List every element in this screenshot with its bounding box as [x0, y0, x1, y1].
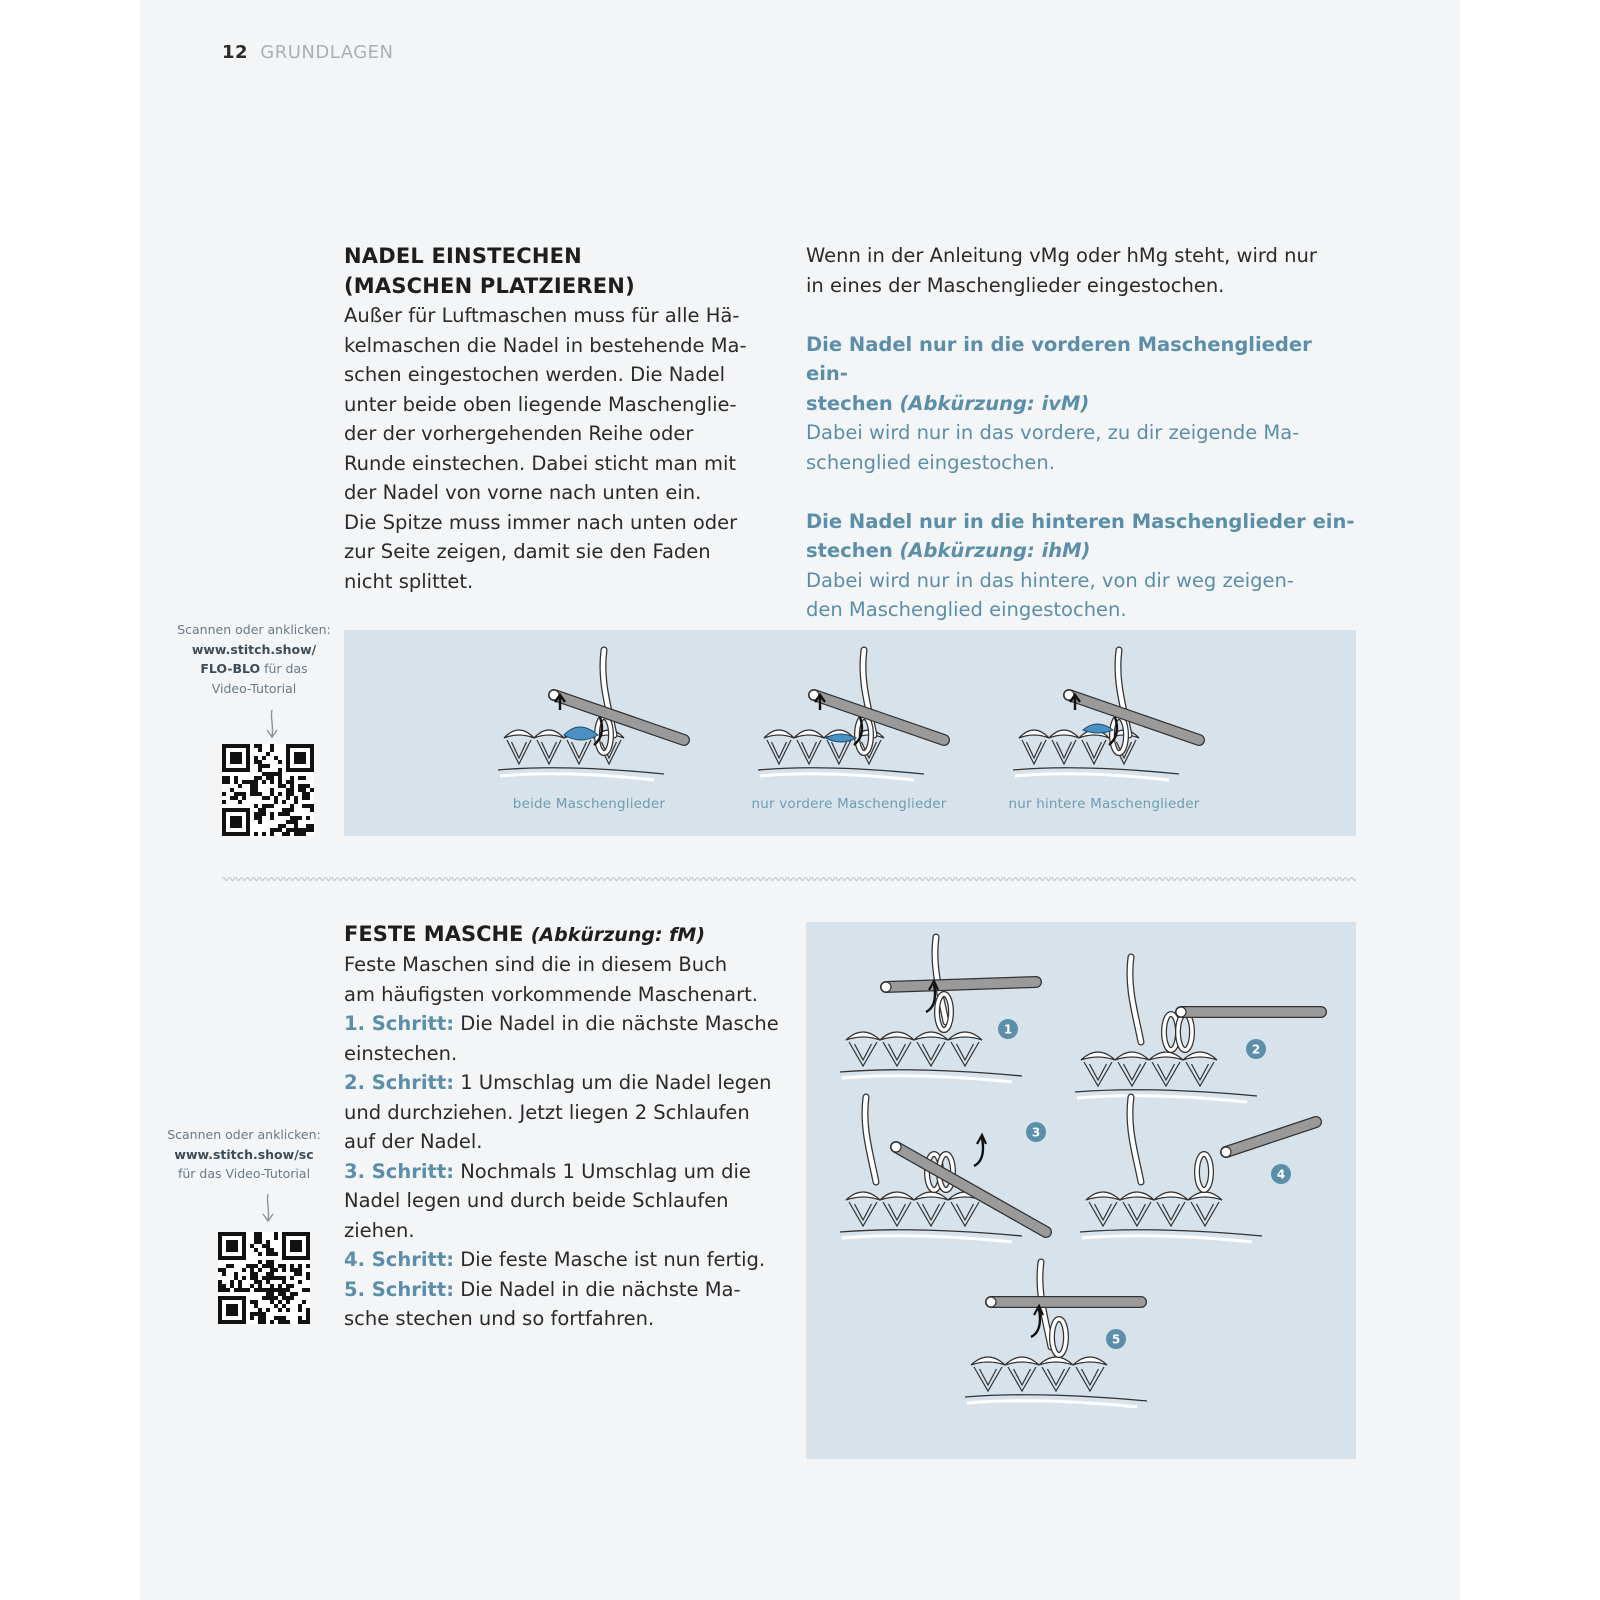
body-line: der der vorhergehenden Reihe oder	[344, 422, 694, 445]
step-line	[344, 1068, 784, 1098]
body-line: kelmaschen die Nadel in bestehende Ma-	[344, 333, 747, 357]
qr-caption-url-part[interactable]: FLO-BLO	[200, 661, 261, 676]
arrow-down-icon	[262, 708, 282, 740]
step-line	[344, 1039, 784, 1069]
body-line: nicht splittet.	[344, 569, 474, 593]
qr-code-icon[interactable]	[222, 744, 314, 836]
section-label: GRUNDLAGEN	[260, 42, 394, 63]
section-title-text: FESTE MASCHE	[344, 922, 531, 946]
qr-caption-line: für das Video-Tutorial	[177, 1166, 311, 1181]
step-line	[344, 1275, 784, 1305]
step-text: auf der Nadel.	[344, 1130, 483, 1153]
section-single-crochet	[344, 919, 784, 1334]
illustration-step-4	[1080, 1097, 1316, 1242]
body-line: zur Seite zeigen, damit sie den Faden	[344, 540, 711, 563]
figure-label-back: nur hintere Maschenglieder	[1008, 796, 1200, 812]
step-list	[344, 1009, 784, 1334]
section-title-line2: (MASCHEN PLATZIEREN)	[344, 274, 635, 298]
qr-caption-flo-blo	[170, 620, 338, 698]
qr-caption-url[interactable]: www.stitch.show/	[191, 641, 317, 657]
step-line	[344, 1216, 784, 1246]
section-divider	[222, 876, 1356, 882]
qr-caption-line: Scannen oder anklicken:	[167, 1127, 321, 1142]
figure-label-both: beide Maschenglieder	[512, 796, 666, 812]
section-title-line1: NADEL EINSTECHEN	[344, 244, 582, 268]
front-heading-line2	[806, 389, 1356, 419]
step-label: 5. Schritt:	[344, 1277, 454, 1301]
body-line: unter beide oben liegende Maschenglie-	[344, 392, 737, 416]
back-body-line: Dabei wird nur in das hintere, von dir weg zeigen-	[806, 568, 1294, 592]
back-heading-text: stechen	[806, 539, 900, 562]
intro-line: in eines der Maschenglieder eingestochen.	[806, 273, 1225, 297]
qr-caption-line: Scannen oder anklicken:	[177, 622, 331, 637]
step-line	[344, 1009, 784, 1039]
step-line	[344, 1127, 784, 1157]
front-body-line: Dabei wird nur in das vordere, zu dir zeigende Ma-	[806, 421, 1300, 444]
step-text: Nadel legen und durch beide Schlaufen	[344, 1189, 729, 1212]
section-body	[344, 301, 784, 596]
body-line: der Nadel von vorne nach unten ein.	[344, 481, 702, 504]
svg-text:5: 5	[1111, 1332, 1121, 1347]
front-loop-body	[806, 418, 1356, 477]
section-title	[344, 919, 784, 950]
step-text: Die Nadel in die nächste Masche	[454, 1012, 779, 1035]
insertion-illustration-panel	[344, 630, 1356, 836]
section-needle-insert-right	[806, 241, 1356, 625]
illustration-step-1	[840, 937, 1036, 1082]
section-needle-insert-left	[344, 241, 784, 596]
step-text: Die Nadel in die nächste Ma-	[454, 1277, 741, 1301]
intro-line: am häufigsten vorkommende Maschenart.	[344, 982, 758, 1006]
illustration-both-loops	[498, 650, 684, 780]
single-crochet-illustrations	[806, 922, 1356, 1459]
step-label: 3. Schritt:	[344, 1159, 454, 1183]
back-loop-body	[806, 566, 1356, 625]
step-text: ziehen.	[344, 1218, 415, 1242]
step-label: 2. Schritt:	[344, 1071, 454, 1094]
back-heading-abbr: (Abkürzung: ihM)	[899, 539, 1091, 562]
back-heading-line1: Die Nadel nur in die hinteren Maschenglieder ein-	[806, 509, 1355, 533]
step-line	[344, 1186, 784, 1216]
section-title-abbr: (Abkürzung: fM)	[530, 924, 706, 946]
step-label: 1. Schritt:	[344, 1012, 454, 1035]
running-head	[222, 42, 393, 63]
back-heading-line2	[806, 536, 1356, 566]
intro-line: Wenn in der Anleitung vMg oder hMg steht, wird nur	[806, 244, 1317, 267]
single-crochet-illustration-panel	[806, 922, 1356, 1459]
illustration-step-3	[840, 1097, 1046, 1242]
back-loop-heading	[806, 507, 1356, 566]
step-text: 1 Umschlag um die Nadel legen	[454, 1071, 772, 1094]
step-text: Die feste Masche ist nun fertig.	[454, 1248, 766, 1271]
body-line: schen eingestochen werden. Die Nadel	[344, 363, 726, 386]
svg-text:3: 3	[1031, 1125, 1041, 1140]
step-text: Nochmals 1 Umschlag um die	[454, 1159, 751, 1183]
figure-label-front: nur vordere Maschenglieder	[751, 796, 947, 812]
qr-caption-line: Video-Tutorial	[211, 680, 297, 696]
illustration-step-5	[965, 1262, 1147, 1407]
illustration-back-loop	[1013, 650, 1199, 780]
svg-text:2: 2	[1251, 1042, 1261, 1057]
page-number: 12	[222, 42, 249, 63]
step-text: und durchziehen. Jetzt liegen 2 Schlaufen	[344, 1100, 750, 1124]
front-loop-heading	[806, 330, 1356, 419]
qr-caption-url[interactable]: www.stitch.show/sc	[174, 1146, 314, 1162]
step-text: sche stechen und so fortfahren.	[344, 1307, 655, 1330]
front-heading-text: stechen	[806, 391, 900, 415]
front-body-line: schenglied eingestochen.	[806, 450, 1055, 474]
qr-caption-line: für das	[260, 661, 308, 676]
front-heading-abbr: (Abkürzung: ivM)	[899, 391, 1090, 415]
svg-text:4: 4	[1276, 1167, 1286, 1182]
body-line: Runde einstechen. Dabei sticht man mit	[344, 451, 737, 475]
step-line	[344, 1157, 784, 1187]
illustration-front-loop	[758, 650, 944, 780]
front-heading-line1: Die Nadel nur in die vorderen Maschenglieder ein-	[806, 332, 1312, 385]
step-line	[344, 1304, 784, 1334]
illustration-step-2	[1075, 957, 1321, 1102]
step-line	[344, 1245, 784, 1275]
body-line: Außer für Luftmaschen muss für alle Hä-	[344, 304, 740, 327]
step-line	[344, 1098, 784, 1128]
step-text: einstechen.	[344, 1041, 458, 1065]
intro-line: Feste Maschen sind die in diesem Buch	[344, 953, 728, 976]
svg-text:1: 1	[1003, 1022, 1013, 1037]
body-line: Die Spitze muss immer nach unten oder	[344, 510, 738, 534]
arrow-down-icon	[258, 1192, 278, 1224]
back-body-line: den Maschenglied eingestochen.	[806, 598, 1127, 621]
step-label: 4. Schritt:	[344, 1248, 454, 1271]
qr-code-icon[interactable]	[218, 1232, 310, 1324]
qr-caption-sc	[160, 1125, 328, 1184]
